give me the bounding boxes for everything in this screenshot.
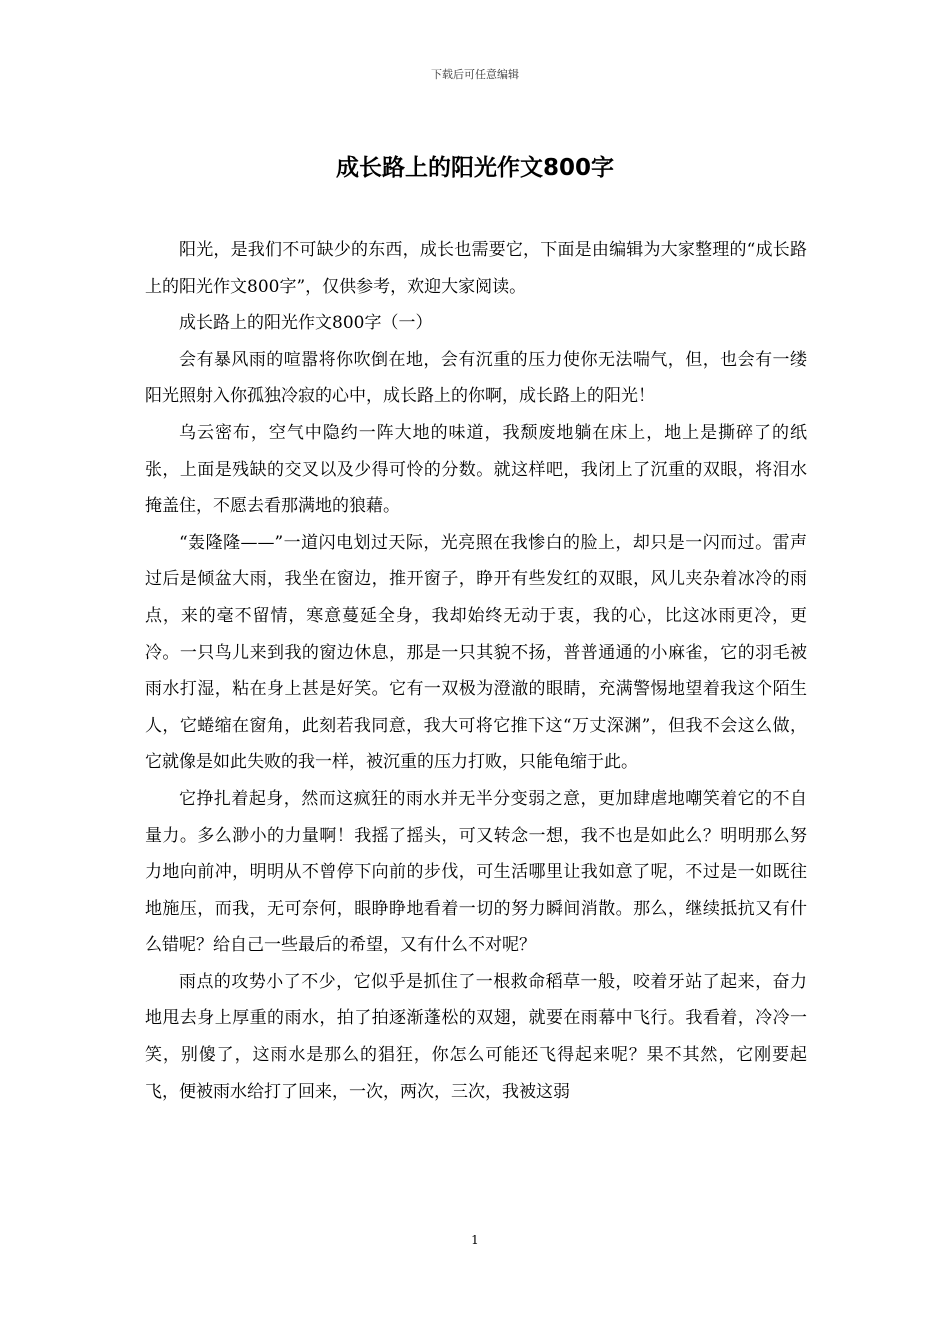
body-paragraph: 它挣扎着起身，然而这疯狂的雨水并无半分变弱之意，更加肆虐地嘲笑着它的不自量力。多么渺小的力量啊！我摇了摇头，可又转念一想，我不也是如此么？明明那么努力地向前冲，明明从不曾停下向前的步伐，可生活哪里让我如意了呢，不过是一如既往地施压，而我，无可奈何，眼睁睁地看着一切的努力瞬间消散。那么，继续抵抗又有什么错呢？给自己一些最后的希望，又有什么不对呢？ xyxy=(145,788,807,956)
page-header: 下载后可任意编辑 xyxy=(431,68,519,81)
body-paragraph: 乌云密布，空气中隐约一阵大地的味道，我颓废地躺在床上，地上是撕碎了的纸张，上面是残缺的交叉以及少得可怜的分数。就这样吧，我闭上了沉重的双眼，将泪水掩盖住，不愿去看那满地的狼藉。 xyxy=(145,422,807,517)
document-title: 成长路上的阳光作文800字 xyxy=(335,155,614,181)
body-paragraph: “轰隆隆——”一道闪电划过天际，光亮照在我惨白的脸上，却只是一闪而过。雷声过后是倾盆大雨，我坐在窗边，推开窗子，睁开有些发红的双眼，风儿夹杂着冰冷的雨点，来的毫不留情，寒意蔓延全身，我却始终无动于衷，我的心，比这冰雨更冷，更冷。一只鸟儿来到我的窗边休息，那是一只其貌不扬，普普通通的小麻雀，它的羽毛被雨水打湿，粘在身上甚是好笑。它有一双极为澄澈的眼睛，充满警惕地望着我这个陌生人，它蜷缩在窗角，此刻若我同意，我大可将它推下这“万丈深渊”，但我不会这么做，它就像是如此失败的我一样，被沉重的压力打败，只能龟缩于此。 xyxy=(145,532,807,773)
intro-paragraph: 阳光，是我们不可缺少的东西，成长也需要它，下面是由编辑为大家整理的“成长路上的阳光作文800字”，仅供参考，欢迎大家阅读。 xyxy=(145,240,807,297)
section-heading: 成长路上的阳光作文800字（一） xyxy=(179,313,433,334)
body-paragraph: 会有暴风雨的喧嚣将你吹倒在地，会有沉重的压力使你无法喘气，但，也会有一缕阳光照射入你孤独冷寂的心中，成长路上的你啊，成长路上的阳光！ xyxy=(145,349,807,407)
document-body xyxy=(145,232,807,1110)
body-paragraph: 雨点的攻势小了不少，它似乎是抓住了一根救命稻草一般，咬着牙站了起来，奋力地甩去身上厚重的雨水，拍了拍逐渐蓬松的双翅，就要在雨幕中飞行。我看着，冷冷一笑，别傻了，这雨水是那么的猖狂，你怎么可能还飞得起来呢？果不其然，它刚要起飞，便被雨水给打了回来，一次，两次，三次，我被这弱 xyxy=(145,971,807,1102)
page-number: 1 xyxy=(471,1233,479,1247)
